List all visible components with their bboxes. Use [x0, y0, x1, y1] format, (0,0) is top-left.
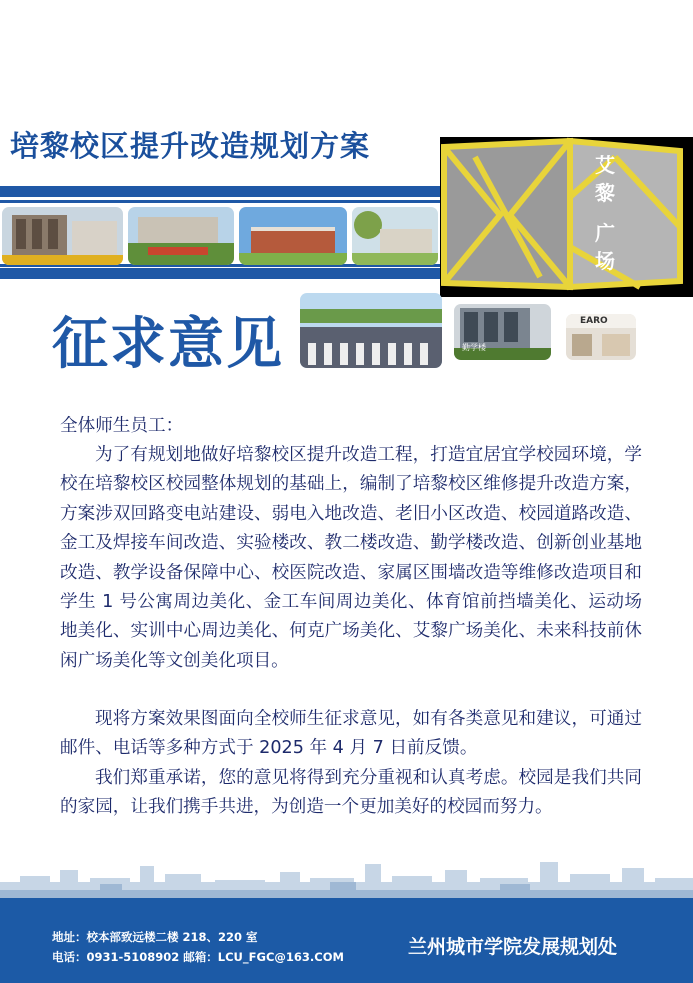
- store-sign-text: EARO: [580, 316, 608, 326]
- sign-char-4: 场: [595, 249, 615, 273]
- header-bar-top: [0, 186, 440, 197]
- sign-char-2: 黎: [595, 181, 615, 205]
- letter-greeting: 全体师生员工：: [60, 416, 184, 436]
- store-photo: [566, 314, 636, 360]
- campus-photo-4: [352, 207, 438, 265]
- sign-char-3: 广: [595, 221, 615, 245]
- headline: 征求意见: [52, 312, 284, 377]
- letter-paragraph-1: 为了有规划地做好培黎校区提升改造工程，打造宜居宜学校园环境，学校在培黎校区校园整体规划的基础上，编制了培黎校区维修提升改造方案，方案涉双回路变电站建设、弱电入地改造、老旧小区改造、校园道路改造、金工及焊接车间改造、实验楼改、教二楼改造、勤学楼改造、创新创业基地改造、教学设备保障中心、校医院改造、家属区围墙改造等维修改造项目和学生 1 号公寓周边美化、金工车间周边美化、体育馆前挡墙美化、运动场地美化、实训中心周边美化、何克广场美化、艾黎广场美化、未来科技前休闲广场美化等文创美化项目。: [60, 445, 642, 671]
- campus-photo-2: [128, 207, 234, 265]
- sign-char-1: 艾: [595, 153, 615, 177]
- footer-organization: 兰州城市学院发展规划处: [408, 936, 618, 958]
- footer-address: 地址：校本部致远楼二楼 218、220 室: [52, 930, 258, 944]
- campus-photo-3: [239, 207, 347, 265]
- city-skyline-decoration: [0, 852, 693, 898]
- aili-square-sign-photo: [440, 137, 693, 297]
- road-photo: [300, 293, 442, 368]
- header-bar-top-thin: [0, 200, 440, 203]
- building-sign-text: 勤学楼: [462, 343, 486, 352]
- letter-paragraph-2: 现将方案效果图面向全校师生征求意见，如有各类意见和建议，可通过邮件、电话等多种方式于 2025 年 4 月 7 日前反馈。: [60, 709, 642, 759]
- letter-paragraph-3: 我们郑重承诺，您的意见将得到充分重视和认真考虑。校园是我们共同的家园，让我们携手共进，为创造一个更加美好的校园而努力。: [60, 768, 642, 818]
- campus-photo-1: [2, 207, 123, 265]
- study-building-photo: [454, 304, 551, 360]
- page-title: 培黎校区提升改造规划方案: [10, 129, 371, 163]
- header-bar-bottom: [0, 268, 440, 279]
- footer-contact: 电话：0931-5108902 邮箱：LCU_FGC@163.COM: [52, 950, 344, 964]
